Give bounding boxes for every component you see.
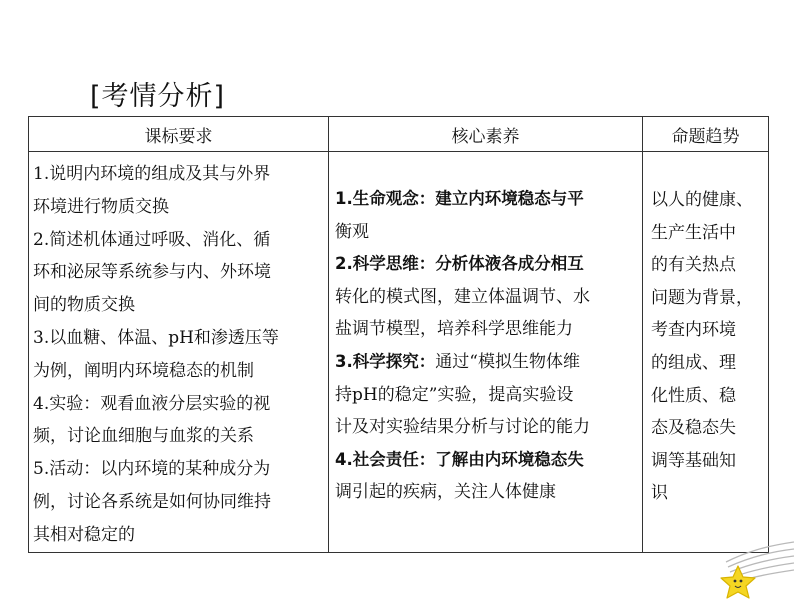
curriculum-line: 例，讨论各系统是如何协同维持 <box>33 491 271 512</box>
trend-line: 化性质、稳 <box>651 385 736 406</box>
exam-analysis-table <box>28 116 769 553</box>
curriculum-line: 2.简述机体通过呼吸、消化、循 <box>33 229 271 250</box>
curriculum-line: 其相对稳定的 <box>33 524 135 545</box>
table-header-row <box>29 117 769 152</box>
trend-line: 问题为背景， <box>651 287 753 308</box>
core-literacy-lines <box>329 152 642 509</box>
trend-line: 考查内环境 <box>651 320 736 341</box>
literacy-line <box>335 313 639 346</box>
page-title: [考情分析] <box>90 81 226 112</box>
literacy-bold: 3.科学探究： <box>335 351 436 371</box>
curriculum-line: 5.活动：以内环境的某种成分为 <box>33 459 271 480</box>
curriculum-line: 环和泌尿等系统参与内、外环境 <box>33 262 271 283</box>
literacy-bold: 4.社会责任：了解由内环境稳态失 <box>335 449 584 469</box>
literacy-bold: 2.科学思维：分析体液各成分相互 <box>335 254 584 274</box>
literacy-text: 衡观 <box>335 221 369 242</box>
literacy-text: 通过“模拟生物体维 <box>435 351 580 372</box>
trend-cell <box>643 152 769 553</box>
curriculum-line: 频，讨论血细胞与血浆的关系 <box>33 426 254 447</box>
curriculum-lines <box>29 152 328 552</box>
trend-line: 调等基础知 <box>651 450 736 471</box>
star-icon <box>706 522 794 603</box>
curriculum-line: 1.说明内环境的组成及其与外界 <box>33 164 271 184</box>
literacy-text: 计及对实验结果分析与讨论的能力 <box>335 417 590 438</box>
literacy-text: 持pH的稳定”实验，提高实验设 <box>335 384 574 405</box>
literacy-line <box>335 281 639 314</box>
trend-line: 态及稳态失 <box>651 418 736 439</box>
literacy-line <box>335 183 639 216</box>
literacy-text: 转化的模式图，建立体温调节、水 <box>335 286 590 307</box>
header-trend: 命题趋势 <box>643 117 769 152</box>
header-curriculum: 课标要求 <box>29 117 329 152</box>
trend-line: 的有关热点 <box>651 255 736 276</box>
core-literacy-cell <box>329 152 643 553</box>
curriculum-line: 3.以血糖、体温、pH和渗透压等 <box>33 327 279 348</box>
table-row <box>29 152 769 553</box>
literacy-text: 盐调节模型，培养科学思维能力 <box>335 319 573 340</box>
curriculum-line: 为例，阐明内环境稳态的机制 <box>33 360 254 381</box>
literacy-line <box>335 476 639 509</box>
curriculum-line: 间的物质交换 <box>33 295 135 316</box>
literacy-line <box>335 379 639 412</box>
literacy-line <box>335 346 639 379</box>
literacy-line <box>335 216 639 249</box>
literacy-line <box>335 411 639 444</box>
literacy-bold: 1.生命观念：建立内环境稳态与平 <box>335 189 584 208</box>
literacy-text: 调引起的疾病，关注人体健康 <box>335 482 556 503</box>
curriculum-cell <box>29 152 329 553</box>
trend-lines <box>643 152 768 510</box>
literacy-line <box>335 444 639 477</box>
trend-line: 以人的健康、 <box>651 190 753 210</box>
trend-line: 的组成、理 <box>651 352 736 373</box>
trend-line: 生产生活中 <box>651 222 736 243</box>
curriculum-line: 环境进行物质交换 <box>33 196 169 217</box>
header-core-literacy: 核心素养 <box>329 117 643 152</box>
curriculum-line: 4.实验：观看血液分层实验的视 <box>33 393 271 414</box>
trend-line: 识 <box>651 483 668 504</box>
literacy-line <box>335 248 639 281</box>
